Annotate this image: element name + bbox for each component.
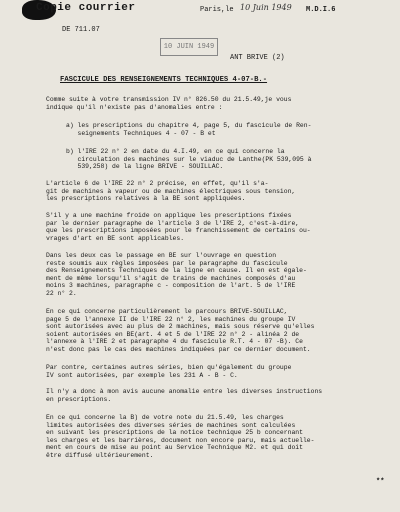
paragraph-5: S'il y a une machine froide on applique les prescriptions fixées par le dernier paragraphe de l'article 3 de l'IRE 2, c'est-à-dire, que les prescriptions imposées pour le franchissement de certains ou- vrages d'art en BE sont applicables. xyxy=(46,212,311,242)
document-title: Copie courrier xyxy=(36,2,136,14)
paragraph-9: Il n'y a donc à mon avis aucune anomalie entre les diverses instructions en prescriptions. xyxy=(46,388,323,403)
subject-line: FASCICULE DES RENSEIGNEMENTS TECHNIQUES 4-07-B.- xyxy=(60,76,268,84)
place-date-label: Paris,le xyxy=(200,6,234,14)
paragraph-1: Comme suite à votre transmission IV n° 826.50 du 21.5.49,je vous indique qu'il n'existe pas d'anomalies entre : xyxy=(46,96,292,111)
paragraph-10: En ce qui concerne la B) de votre note du 21.5.49, les charges limites autorisées des diverses séries de machines sont calculées en suivant les prescriptions de la notice technique 25 b concernant les charges et les barrières, document non encore paru, mais actuelle- ment en cours de mise au point au Service Technique M2. et qui doit être diffusé ultérieurement. xyxy=(46,414,315,459)
paragraph-4: L'article 6 de l'IRE 22 n° 2 précise, en effet, qu'il s'a- git de machines à vapeur ou de machines électriques sous tension, les prescriptions relatives à la BE sont appliquées. xyxy=(46,180,296,203)
date-stamp: 10 JUIN 1949 xyxy=(160,38,218,56)
paragraph-2: a) les prescriptions du chapitre 4, page 5, du fascicule de Ren- seignements Techniques 4 - 07 - B et xyxy=(66,122,312,137)
paragraph-7: En ce qui concerne particulièrement le parcours BRIVE-SOUILLAC, page 5 de l'annexe II de l'IRE 22 n° 2, les machines du groupe IV sont autorisées avec au plus de 2 machines, mais sous réserve qu'elles soient autorisées en BE(art. 4 et 5 de l'IRE 22 n° 2 - alinéa 2 de l'annexe à l'IRE 2 et paragraphe 4 du fascicule R.T. 4 - 07 -B). Ce n'est donc pas le cas des machines indiquées par ce dernier document. xyxy=(46,308,315,353)
reference-right: M.D.I.6 xyxy=(306,6,336,14)
reference-left: DE 711.07 xyxy=(62,26,100,34)
footer-mark: ** xyxy=(376,478,385,486)
paragraph-3: b) l'IRE 22 n° 2 en date du 4.I.49, en ce qui concerne la circulation des machines sur le viaduc de Lanthe(PK 539,095 à 539,258) de la ligne BRIVE - SOUILLAC. xyxy=(66,148,312,171)
sub-reference: ANT BRIVE (2) xyxy=(230,54,285,62)
paragraph-8: Par contre, certaines autres séries, bien qu'également du groupe IV sont autorisées, par exemple les 231 A - B - C. xyxy=(46,364,292,379)
handwritten-date: 10 Juin 1949 xyxy=(240,3,292,12)
paragraph-6: Dans les deux cas le passage en BE sur l'ouvrage en question reste soumis aux règles imposées par le paragraphe du fascicule des Renseignements Techniques de la ligne en cause. Il en est égale- ment de même lorsqu'il s'agit de trains de machines composés d'au moins 3 machines, paragraphe c - composition de l'art. 5 de l'IRE 22 n° 2. xyxy=(46,252,307,297)
